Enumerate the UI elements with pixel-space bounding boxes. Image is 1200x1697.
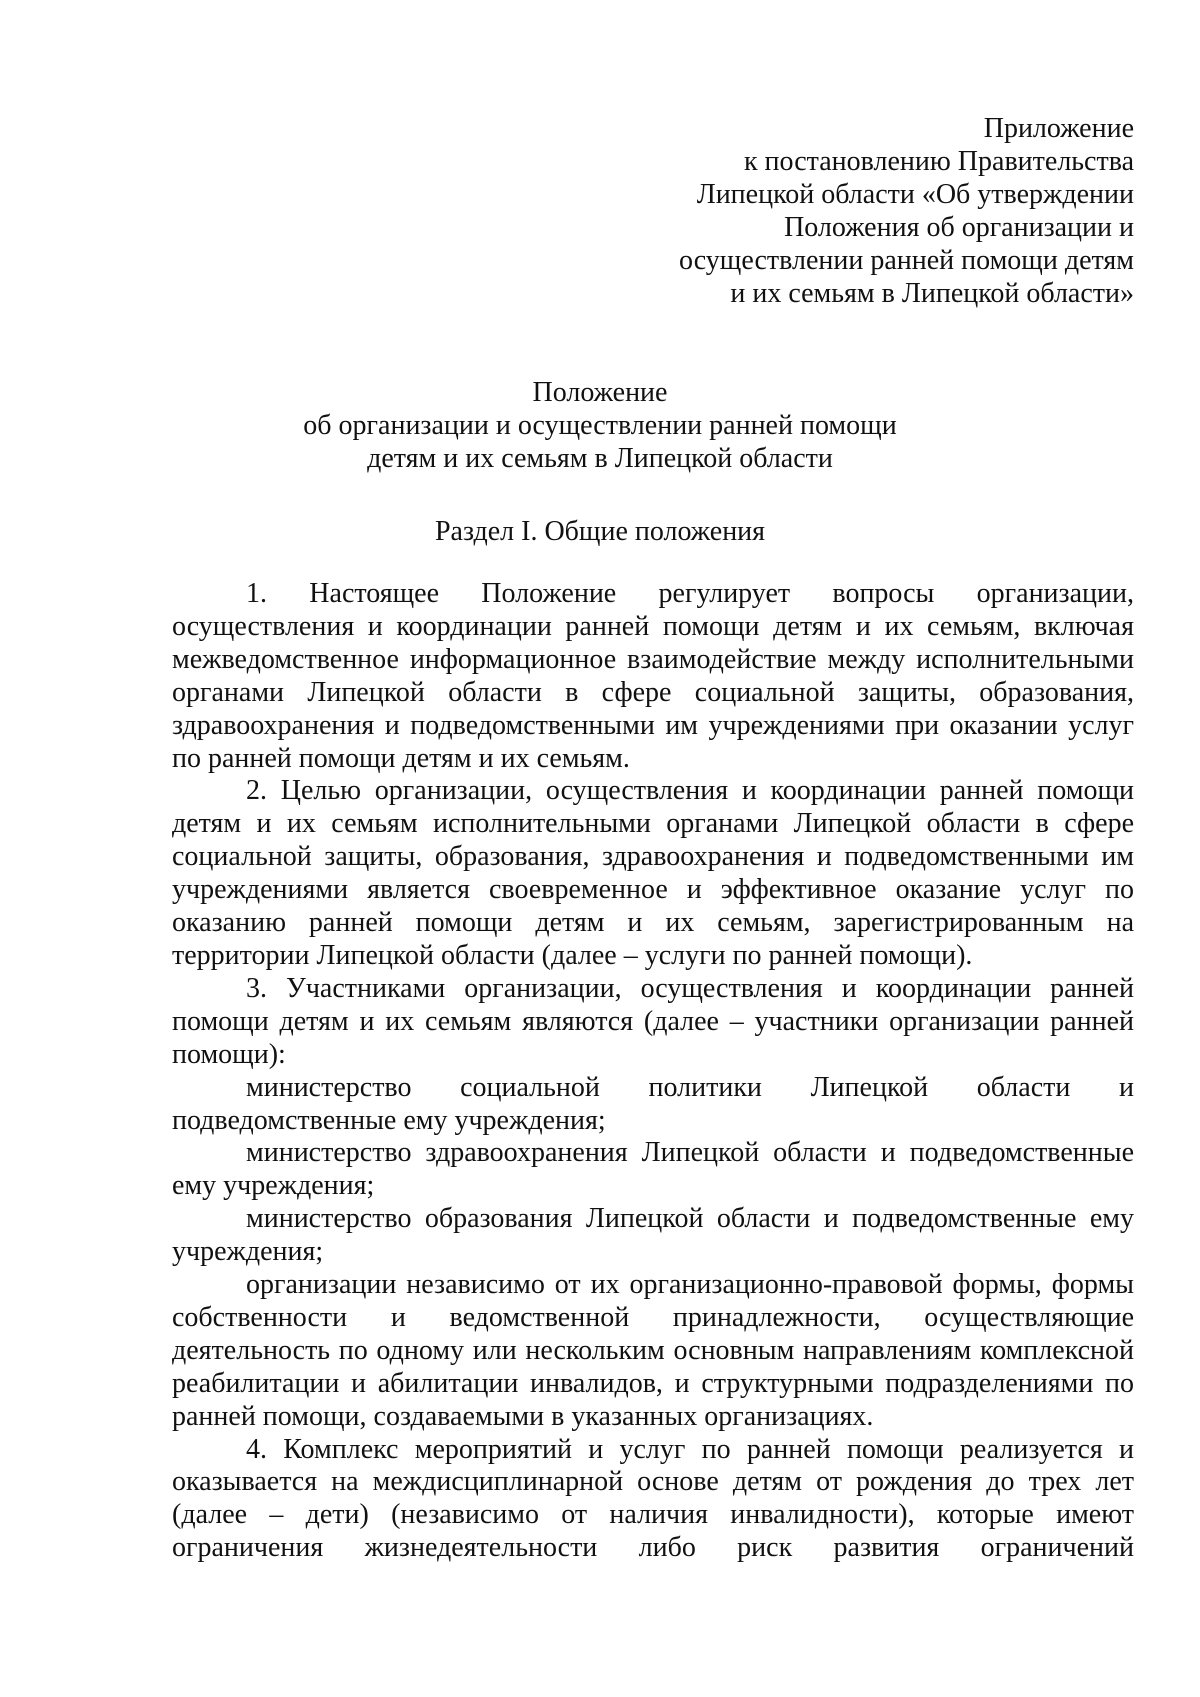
appendix-line: к постановлению Правительства (743, 146, 1134, 177)
title-line: детям и их семьям в Липецкой области (367, 443, 833, 474)
appendix-line: осуществлении ранней помощи детям (679, 245, 1134, 276)
paragraph-4: 4. Комплекс мероприятий и услуг по ранней помощи реализуется и оказывается на междисциплинарной основе детям от рождения до трех лет (далее – дети) (независимо от наличия инвалидности), которые имеют ограничения жизнедеятельности либо риск развития ограничений (172, 1433, 1134, 1564)
title-line: об организации и осуществлении ранней помощи (303, 410, 897, 441)
appendix-line: Липецкой области «Об утверждении (696, 179, 1134, 210)
section-heading: Раздел I. Общие положения (434, 516, 766, 547)
paragraph-2: 2. Целью организации, осуществления и координации ранней помощи детям и их семьям исполнительными органами Липецкой области в сфере социальной защиты, образования, здравоохранения и подведомственными им учреждениями является своевременное и эффективное оказание услуг по оказанию ранней помощи детям и их семьям, зарегистрированным на территории Липецкой области (далее – услуги по ранней помощи). (172, 775, 1134, 971)
document-body (172, 578, 1134, 1565)
paragraph-1: 1. Настоящее Положение регулирует вопросы организации, осуществления и координации ранней помощи детям и их семьям, включая межведомственное информационное взаимодействие между исполнительными органами Липецкой области в сфере социальной защиты, образования, здравоохранения и подведомственными им учреждениями при оказании услуг по ранней помощи детям и их семьям. (172, 578, 1134, 774)
appendix-line: Приложение (983, 113, 1134, 144)
participant-social-policy: министерство социальной политики Липецкой области и подведомственные ему учреждения; (172, 1071, 1134, 1136)
document-title (0, 376, 1200, 475)
paragraph-3: 3. Участниками организации, осуществления и координации ранней помощи детям и их семьям являются (далее – участники организации ранней помощи): (172, 972, 1134, 1070)
appendix-line: и их семьям в Липецкой области» (730, 278, 1134, 309)
participant-organizations: организации независимо от их организационно-правовой формы, формы собственности и ведомственной принадлежности, осуществляющие деятельность по одному или нескольким основным направлениям комплексной реабилитации и абилитации инвалидов, и структурными подразделениями по ранней помощи, создаваемыми в указанных организациях. (172, 1269, 1134, 1432)
participant-health: министерство здравоохранения Липецкой области и подведомственные ему учреждения; (172, 1137, 1134, 1202)
participant-education: министерство образования Липецкой области и подведомственные ему учреждения; (172, 1203, 1134, 1268)
title-line: Положение (532, 377, 668, 408)
appendix-header (534, 112, 1134, 310)
appendix-line: Положения об организации и (784, 212, 1134, 243)
